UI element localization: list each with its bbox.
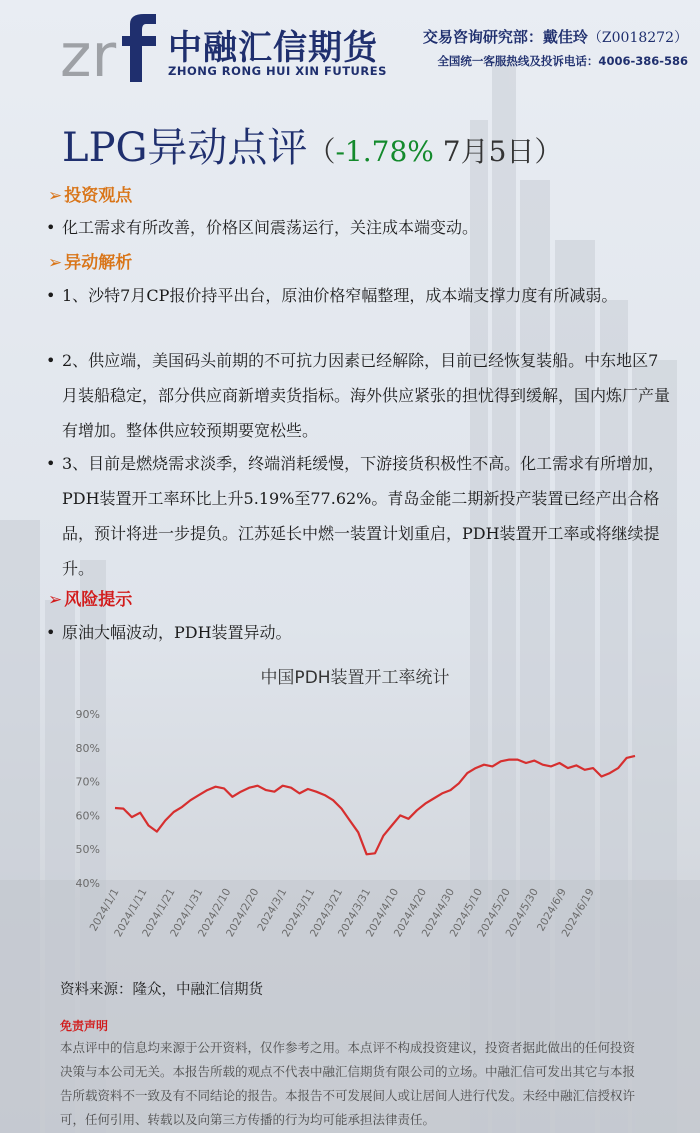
hotline: 全国统一客服热线及投诉电话：4006-386-586 bbox=[437, 54, 688, 68]
y-tick-label: 50% bbox=[75, 843, 100, 857]
chart-title: 中国PDH装置开工率统计 bbox=[260, 668, 450, 688]
x-tick-label: 2024/4/20 bbox=[391, 886, 430, 940]
svg-text:zr: zr bbox=[60, 21, 117, 84]
x-tick-label: 2024/2/10 bbox=[196, 886, 234, 940]
analysis-item-2 bbox=[46, 343, 672, 448]
x-tick-label: 2024/6/9 bbox=[534, 886, 569, 934]
analysis-text: 2、供应端，美国码头前期的不可抗力因素已经解除，目前已经恢复装船。中东地区7月装船稳定，部分供应商新增卖货指标。海外供应紧张的担忧得到缓解，国内炼厂产量有增加。整体供应较预期要宽松些。 bbox=[62, 351, 671, 440]
logo-name-en: ZHONG RONG HUI XIN FUTURES bbox=[168, 64, 387, 78]
analyst-line bbox=[423, 26, 688, 47]
x-tick-label: 2024/1/11 bbox=[112, 886, 150, 940]
x-tick-label: 2024/4/10 bbox=[363, 886, 402, 940]
title-date: 7月5日） bbox=[433, 135, 563, 168]
y-tick-label: 90% bbox=[75, 708, 100, 721]
logo-name-cn: 中融汇信期货 bbox=[168, 28, 378, 68]
bullet-icon: • bbox=[46, 454, 56, 473]
x-tick-label: 2024/2/20 bbox=[224, 886, 262, 940]
title-main: LPG异动点评 bbox=[62, 125, 308, 171]
chart-plot bbox=[60, 655, 650, 975]
x-tick-label: 2024/1/21 bbox=[140, 886, 178, 940]
company-logo bbox=[60, 12, 387, 84]
x-tick-label: 2024/5/20 bbox=[475, 886, 513, 940]
x-tick-label: 2024/3/1 bbox=[255, 886, 290, 934]
risk-item bbox=[46, 615, 672, 650]
pdh-utilization-chart bbox=[60, 655, 650, 975]
section-investment-view bbox=[48, 181, 132, 206]
x-tick-label: 2024/5/10 bbox=[447, 886, 486, 940]
view-text: 化工需求有所改善，价格区间震荡运行，关注成本端变动。 bbox=[62, 218, 479, 237]
section-title: 投资观点 bbox=[64, 186, 133, 206]
price-change: -1.78% bbox=[335, 135, 434, 168]
arrow-icon: ➢ bbox=[48, 186, 63, 206]
section-title: 异动解析 bbox=[64, 253, 133, 273]
section-analysis bbox=[48, 248, 132, 273]
section-risk bbox=[48, 585, 132, 610]
report-title bbox=[62, 116, 562, 173]
x-tick-label: 2024/1/31 bbox=[168, 886, 206, 940]
disclaimer-text: 本点评中的信息均来源于公开资料，仅作参考之用。本点评不构成投资建议，投资者据此做出的任何投资决策与本公司无关。本报告所载的观点不代表中融汇信期货有限公司的立场。中融汇信可发出其它与本报告所载资料不一致及有不同结论的报告。本报告不可发展间人或让居间人进行代发。未经中融汇信授权许可，任何引用、转载以及向第三方传播的行为均可能承担法律责任。 bbox=[60, 1040, 636, 1127]
x-tick-label: 2024/3/31 bbox=[335, 886, 374, 940]
x-tick-label: 2024/4/30 bbox=[419, 886, 458, 940]
analysis-text: 1、沙特7月CP报价持平出台，原油价格窄幅整理，成本端支撑力度有所减弱。 bbox=[62, 286, 618, 305]
license-code: （Z0018272） bbox=[587, 30, 688, 46]
x-tick-label: 2024/3/11 bbox=[279, 886, 318, 940]
x-tick-label: 2024/5/30 bbox=[503, 886, 541, 940]
bullet-icon: • bbox=[46, 623, 56, 642]
analysis-item-3 bbox=[46, 446, 672, 586]
x-tick-label: 2024/6/19 bbox=[559, 886, 597, 940]
y-tick-label: 60% bbox=[75, 809, 100, 823]
y-tick-label: 80% bbox=[75, 741, 100, 755]
analysis-item-1 bbox=[46, 278, 672, 313]
x-tick-label: 2024/1/1 bbox=[87, 886, 122, 934]
bullet-icon: • bbox=[46, 218, 56, 237]
analysis-text: 3、目前是燃烧需求淡季，终端消耗缓慢，下游接货积极性不高。化工需求有所增加，PDH装置开工率环比上升5.19%至77.62%。青岛金能二期新投产装置已经产出合格品，预计将进一步提负。江苏延长中燃一装置计划重启，PDH装置开工率或将继续提升。 bbox=[62, 454, 665, 578]
x-tick-label: 2024/3/21 bbox=[307, 886, 346, 940]
arrow-icon: ➢ bbox=[48, 253, 63, 273]
series-line bbox=[115, 756, 635, 854]
bullet-icon: • bbox=[46, 351, 56, 370]
risk-text: 原油大幅波动，PDH装置异动。 bbox=[62, 623, 292, 642]
y-tick-label: 70% bbox=[75, 775, 100, 789]
arrow-icon: ➢ bbox=[48, 590, 63, 610]
zrf-logo-icon bbox=[60, 12, 160, 84]
view-item bbox=[46, 210, 672, 245]
data-source: 资料来源：隆众，中融汇信期货 bbox=[60, 982, 263, 998]
y-tick-label: 40% bbox=[75, 877, 100, 890]
analyst-label: 交易咨询研究部：戴佳玲 bbox=[422, 28, 588, 46]
bullet-icon: • bbox=[46, 286, 56, 305]
contact-info bbox=[423, 26, 688, 69]
section-title: 风险提示 bbox=[64, 590, 133, 610]
title-open-paren: （ bbox=[307, 135, 336, 168]
disclaimer-title: 免责声明 bbox=[60, 1019, 109, 1033]
